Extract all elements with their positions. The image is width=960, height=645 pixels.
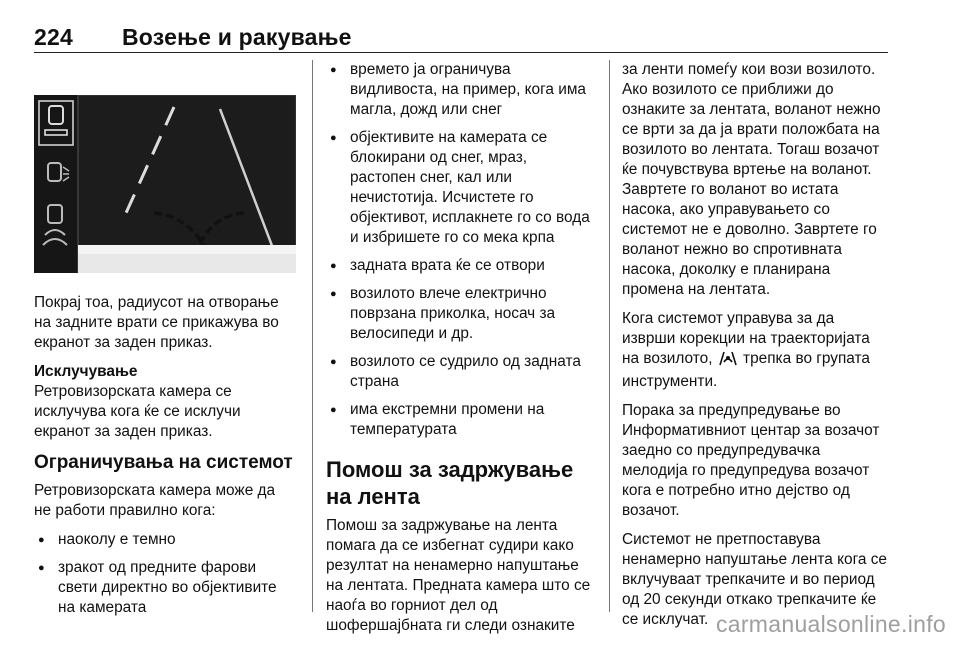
column-3 [622,60,890,639]
column-1 [34,60,296,626]
lane-keep-paragraph-2 [622,309,890,392]
rear-camera-display [34,95,296,273]
list-item: ● возилото се судрило од задната страна [326,352,596,392]
figure-caption: Покрај тоа, радиусот на отворање на задните врати се прикажува во екранот за заден приказ. [34,294,279,351]
rear-camera-figure [34,95,296,273]
lane-keep-heading: Помош за задржување на лента [326,457,574,509]
column-divider [312,60,313,612]
list-item: ● задната врата ќе се отвори [326,256,596,276]
lane-keep-paragraph-3: Порака за предупредување во Информативниот центар за возачот заедно со предупредувачка мелодија го предупредува возачот кога е потребно итно дејство од возачот. [622,402,880,519]
limitations-list [34,530,296,618]
switch-off-heading: Исклучување [34,363,138,380]
page-number: 224 [34,24,73,50]
lane-keep-paragraph-1: за ленти помеѓу кои вози возилото. Ако возилото се приближи до ознаките за лентата, воланот нежно се врти за да ја врати положбата на возилото во лентата. Тогаш возачот ќе почувствува вртење на воланот. Завртете го воланот во истата насока, ако управувањето со системот не е доволно. Завртете го воланот нежно во спротивната насока, доколку е планирана промена на лентата. [622,61,881,298]
limitations-list-cont [326,60,596,440]
lane-keep-icon [717,350,739,372]
page-header [34,22,888,53]
lane-keep-paragraph-4: Системот не претпоставува ненамерно напуштање лента кога се вклучуваат трепкачите и во период од 20 секунди откако трепкачите ќе се исклучат. [622,531,887,628]
list-item: ● возилото влече електрично поврзана приколка, носач за велосипеди и др. [326,284,596,344]
lane-keep-text: Помош за задржување на лента помага да се избегнат судири како резултат на ненамерно напуштање на лентата. Предната камера што се наоѓа во горниот дел од шофершајбната ги следи ознаките [326,517,591,634]
paragraph-text: трепка во групата инструменти. [622,350,870,390]
list-item: ● наоколу е темно [34,530,296,550]
switch-off-text: Ретровизорската камера се исклучува кога ќе се исклучи екранот за заден приказ. [34,383,241,440]
list-item: ● објективите на камерата се блокирани од снег, мраз, растопен снег, кал или нечистотија. Исчистете го објективот, исплакнете го со вода и избришете го со мека крпа [326,128,596,248]
column-2 [326,60,596,645]
column-divider [609,60,610,612]
watermark: carmanualsonline.info [715,611,946,637]
page-title: Возење и ракување [122,24,352,50]
list-item: ● времето ја ограничува видливоста, на пример, кога има магла, дожд или снег [326,60,596,120]
limitations-heading: Ограничувања на системот [34,452,293,473]
switch-off-section [34,362,296,442]
list-item: ● има екстремни промени на температурата [326,400,596,440]
paragraph-text: Кога системот управува за да изврши корекции на траекторијата на возилото, [622,310,870,367]
list-item: ● зракот од предните фарови свети директно во објективите на камерата [34,558,296,618]
limitations-intro: Ретровизорската камера може да не работи правилно кога: [34,482,276,519]
